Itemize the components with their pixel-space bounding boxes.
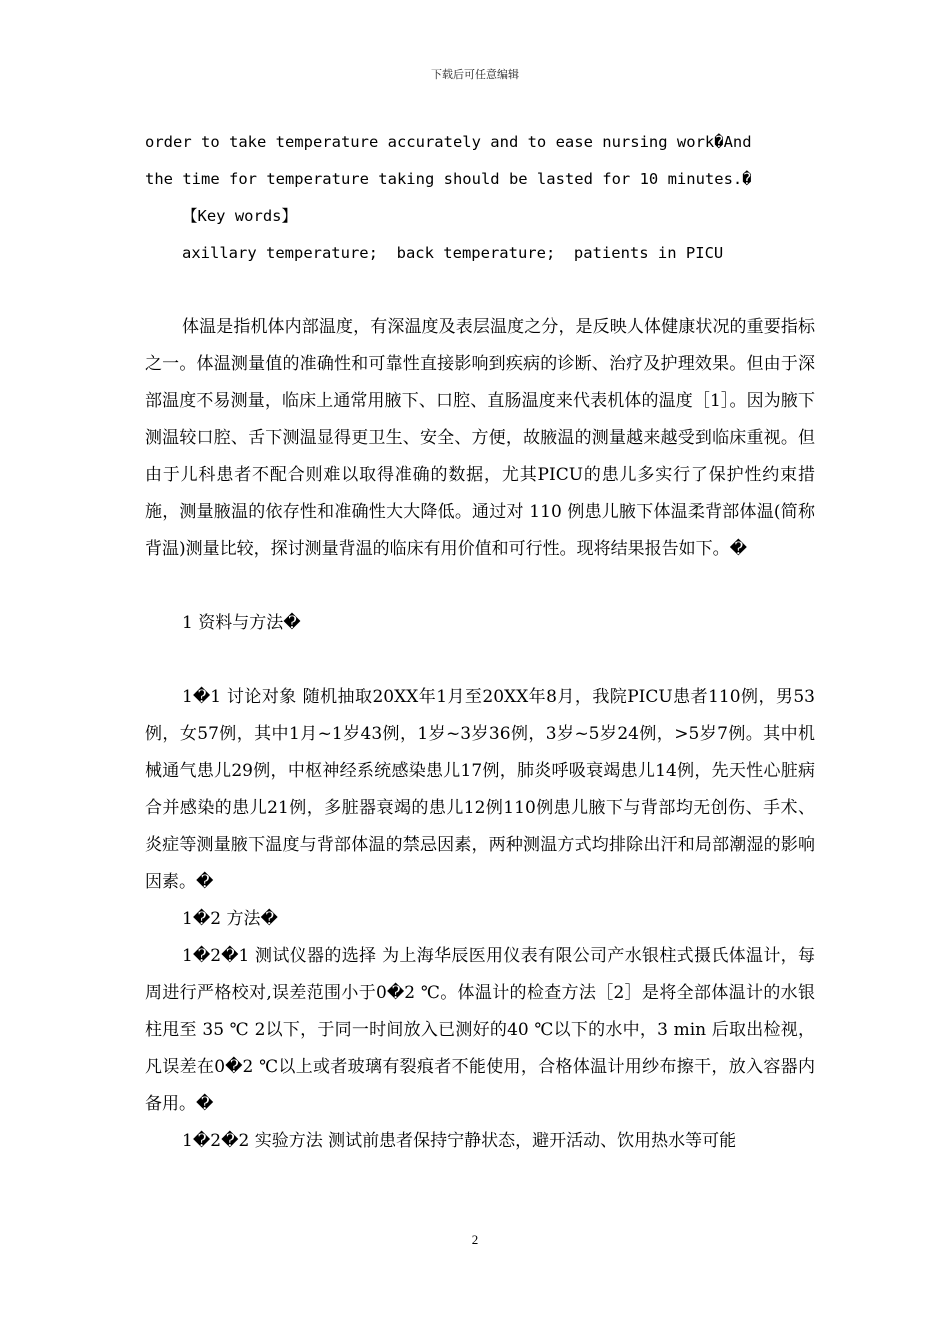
instrument-paragraph: 1�2�1 测试仪器的选择 为上海华辰医用仪表有限公司产水银柱式摄氏体温计，每周进行严格校对,误差范围小于0�2 ℃。体温计的检查方法［2］是将全部体温计的水银柱甩至 35 ℃ 2以下，于同一时间放入已测好的40 ℃以下的水中，3 min 后取出检视，凡误差在0�2 ℃以上或者玻璃有裂痕者不能使用，合格体温计用纱布擦干，放入容器内备用。� bbox=[145, 946, 815, 1114]
page-header: 下载后可任意编辑 bbox=[431, 68, 519, 81]
spacer bbox=[145, 272, 815, 309]
abstract-line-1: order to take temperature accurately and to ease nursing work�And bbox=[145, 133, 752, 151]
abstract-line-2: the time for temperature taking should be lasted for 10 minutes.� bbox=[145, 170, 752, 188]
section-heading: 1 资料与方法� bbox=[182, 613, 301, 633]
document-body bbox=[145, 124, 815, 1160]
keywords-list: axillary temperature; back temperature; patients in PICU bbox=[182, 244, 724, 262]
subjects-paragraph: 1�1 讨论对象 随机抽取20XX年1月至20XX年8月，我院PICU患者110例，男53例，女57例，其中1月~1岁43例，1岁~3岁36例，3岁~5岁24例，>5岁7例。其中机械通气患儿29例，中枢神经系统感染患儿17例，肺炎呼吸衰竭患儿14例，先天性心脏病合并感染的患儿21例，多脏器衰竭的患儿12例110例患儿腋下与背部均无创伤、手术、炎症等测量腋下温度与背部体温的禁忌因素，两种测温方式均排除出汗和局部潮湿的影响因素。� bbox=[145, 687, 815, 892]
keywords-heading: 【Key words】 bbox=[182, 207, 297, 225]
spacer bbox=[145, 642, 815, 679]
page-number: 2 bbox=[471, 1232, 479, 1247]
experiment-paragraph: 1�2�2 实验方法 测试前患者保持宁静状态，避开活动、饮用热水等可能 bbox=[182, 1131, 737, 1151]
spacer bbox=[145, 568, 815, 605]
method-heading: 1�2 方法� bbox=[182, 909, 278, 929]
intro-paragraph: 体温是指机体内部温度，有深温度及表层温度之分，是反映人体健康状况的重要指标之一。体温测量值的准确性和可靠性直接影响到疾病的诊断、治疗及护理效果。但由于深部温度不易测量，临床上通常用腋下、口腔、直肠温度来代表机体的温度［1］。因为腋下测温较口腔、舌下测温显得更卫生、安全、方便，故腋温的测量越来越受到临床重视。但由于儿科患者不配合则难以取得准确的数据，尤其PICU的患儿多实行了保护性约束措施，测量腋温的依存性和准确性大大降低。通过对 110 例患儿腋下体温柔背部体温(简称背温)测量比较，探讨测量背温的临床有用价值和可行性。现将结果报告如下。� bbox=[145, 317, 815, 559]
